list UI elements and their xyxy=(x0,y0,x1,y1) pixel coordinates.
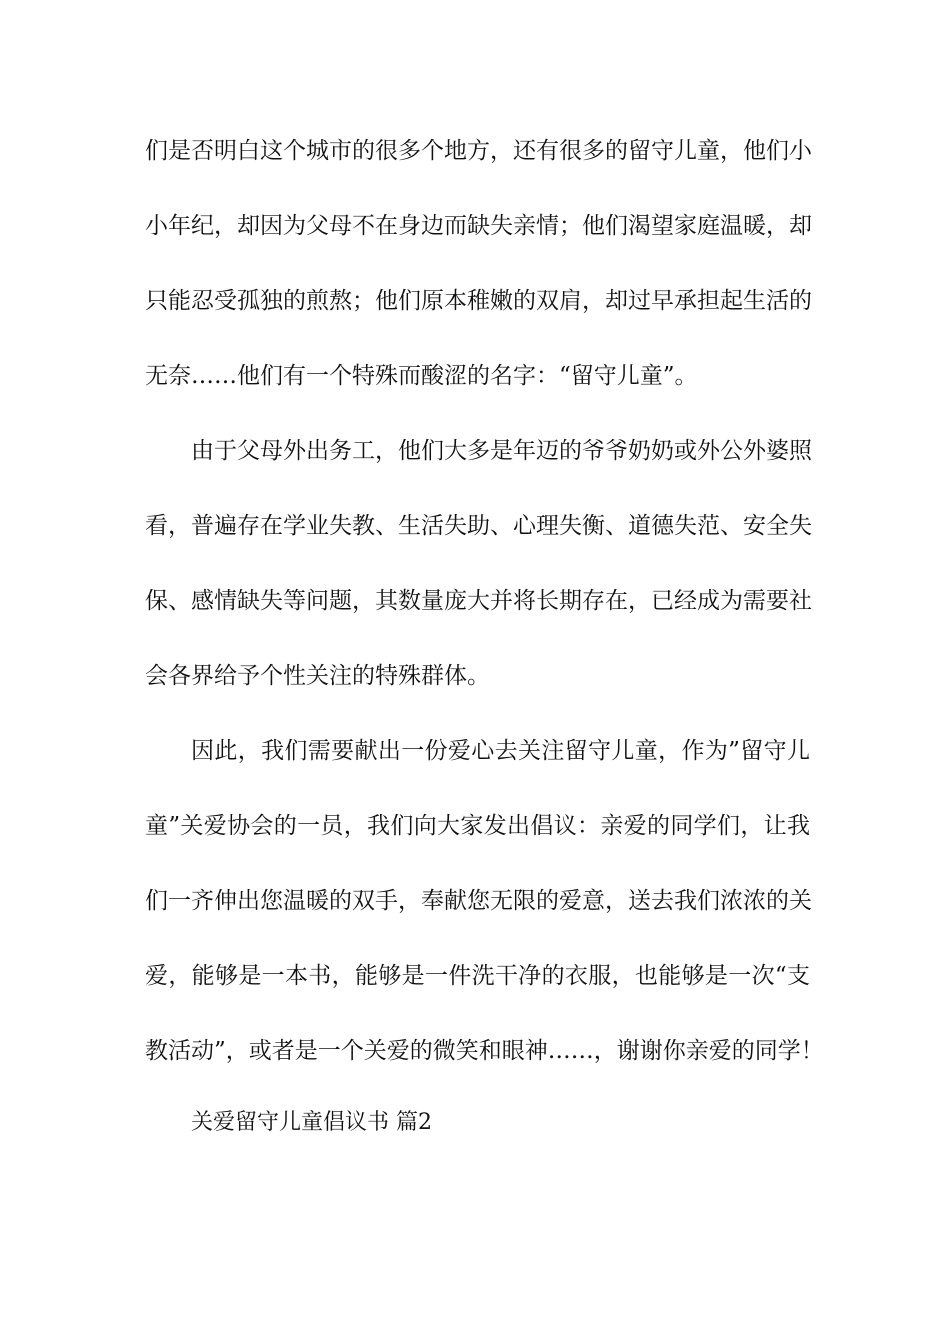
paragraph-3-line-5: 教活动”，或者是一个关爱的微笑和眼神……，谢谢你亲爱的同学！ xyxy=(145,1038,824,1064)
paragraph-1-line-2: 小年纪，却因为父母不在身边而缺失亲情；他们渴望家庭温暖，却 xyxy=(145,213,812,239)
paragraph-2-line-3: 保、感情缺失等问题，其数量庞大并将长期存在，已经成为需要社 xyxy=(145,588,812,614)
paragraph-3-line-3: 们一齐伸出您温暖的双手，奉献您无限的爱意，送去我们浓浓的关 xyxy=(145,888,812,914)
paragraph-2-line-2: 看，普遍存在学业失教、生活失助、心理失衡、道德失范、安全失 xyxy=(145,513,812,539)
paragraph-3-line-4: 爱，能够是一本书，能够是一件洗干净的衣服，也能够是一次“支 xyxy=(145,963,810,989)
paragraph-1-line-3: 只能忍受孤独的煎熬；他们原本稚嫩的双肩，却过早承担起生活的 xyxy=(145,288,812,314)
paragraph-1-line-1: 们是否明白这个城市的很多个地方，还有很多的留守儿童，他们小 xyxy=(145,138,812,164)
paragraph-3-line-1: 因此，我们需要献出一份爱心去关注留守儿童，作为”留守儿 xyxy=(191,738,810,764)
section-heading: 关爱留守儿童倡议书 篇2 xyxy=(191,1110,432,1135)
paragraph-1-line-4: 无奈……他们有一个特殊而酸涩的名字：“留守儿童”。 xyxy=(145,363,698,389)
paragraph-2-line-1: 由于父母外出务工，他们大多是年迈的爷爷奶奶或外公外婆照 xyxy=(191,438,812,464)
paragraph-2-line-4: 会各界给予个性关注的特殊群体。 xyxy=(145,663,490,689)
paragraph-3-line-2: 童”关爱协会的一员，我们向大家发出倡议：亲爱的同学们，让我 xyxy=(145,813,810,839)
